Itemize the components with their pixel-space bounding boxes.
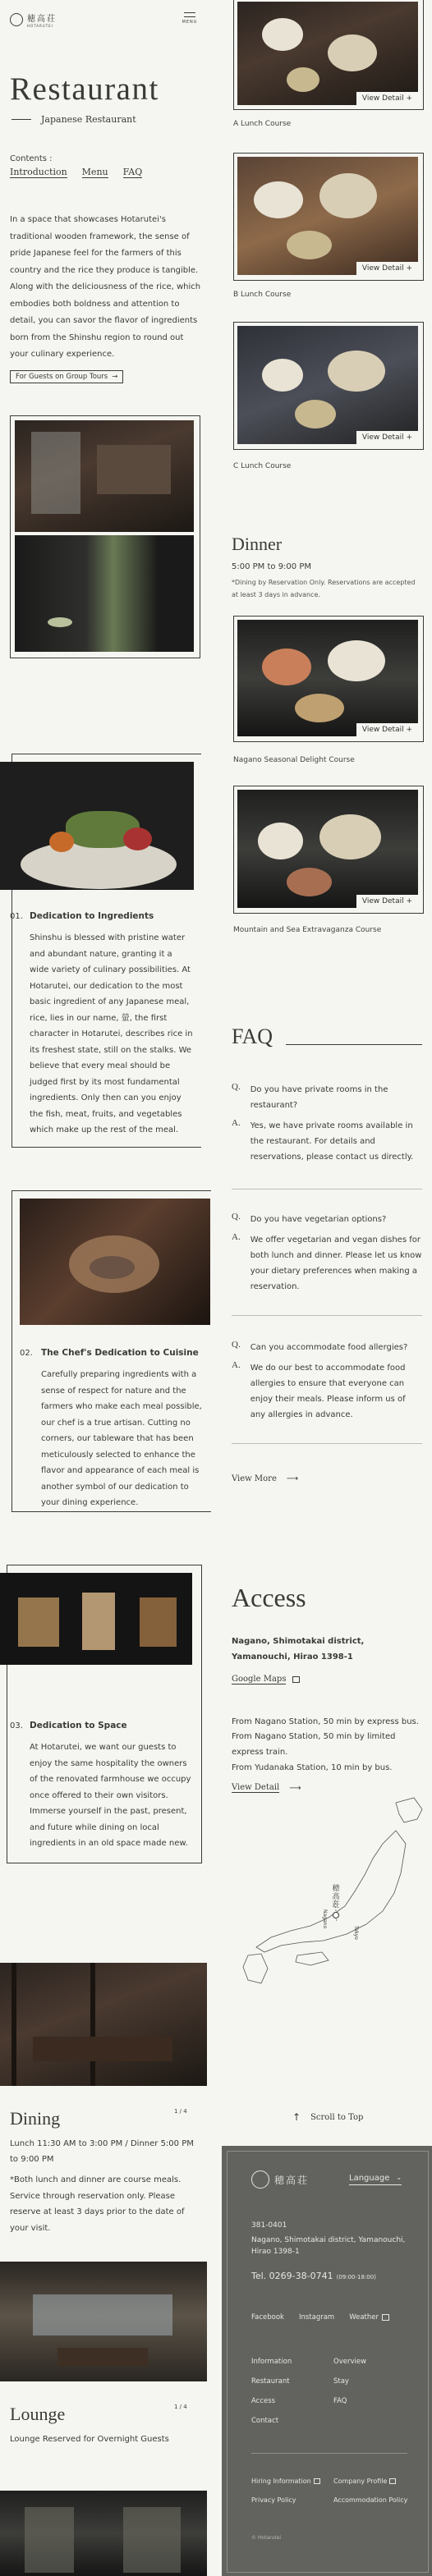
- access-direction-1: From Nagano Station, 50 min by express bus.: [232, 1717, 419, 1726]
- dinner-1-caption: Nagano Seasonal Delight Course: [233, 756, 355, 764]
- faq-item-1[interactable]: [232, 1082, 422, 1165]
- vegetables-photo: [0, 762, 194, 890]
- hiring-info-label: Hiring Information: [251, 2477, 311, 2485]
- footer-nav-stay[interactable]: Stay: [333, 2377, 349, 2386]
- space-night-photo: [0, 1573, 192, 1665]
- dinner-1-photo[interactable]: [237, 620, 418, 736]
- language-label: Language: [349, 2174, 390, 2183]
- footer-copyright: © Hotarutei: [251, 2535, 282, 2541]
- dedication-2-title: The Chef's Dedication to Cuisine: [41, 1348, 199, 1358]
- dinner-2-detail-button[interactable]: View Detail +: [356, 895, 418, 908]
- faq-item-2[interactable]: [232, 1212, 422, 1295]
- dinner-note: *Dining by Reservation Only. Reservations are accepted at least 3 days in advance.: [232, 579, 416, 598]
- lunch-a-detail-button[interactable]: View Detail +: [356, 92, 418, 105]
- footer-logo-text: 穂高荘: [274, 2174, 310, 2186]
- footer-tel-hours: (09:00-18:00): [336, 2274, 376, 2280]
- chef-hands-photo: [20, 1199, 210, 1325]
- japan-map: [232, 1794, 429, 1988]
- lunch-b-detail-button[interactable]: View Detail +: [356, 262, 418, 275]
- lounge-photo-2: [0, 2491, 207, 2576]
- access-view-detail-label: View Detail: [232, 1783, 280, 1792]
- map-pin-label: 穂高荘: [332, 1885, 340, 1909]
- lunch-c-photo[interactable]: [237, 326, 418, 444]
- faq-3-q-mark: Q.: [232, 1340, 241, 1350]
- site-footer: [222, 2146, 432, 2576]
- map-hokkaido: [396, 1798, 422, 1822]
- instagram-link[interactable]: Instagram: [298, 2313, 335, 2322]
- contents-link-faq[interactable]: FAQ: [122, 167, 143, 177]
- footer-tel[interactable]: [251, 2271, 376, 2281]
- lunch-b-photo[interactable]: [237, 157, 418, 275]
- faq-2-q-mark: Q.: [232, 1212, 241, 1222]
- faq-divider-2: [232, 1315, 422, 1316]
- access-view-detail-link[interactable]: [232, 1783, 301, 1793]
- chevron-down-icon: ⌄: [396, 2174, 402, 2181]
- google-maps-link[interactable]: [232, 1675, 300, 1684]
- footer-nav-restaurant[interactable]: Restaurant: [251, 2377, 290, 2386]
- dining-title: Dining: [10, 2108, 61, 2129]
- group-tours-label: For Guests on Group Tours: [16, 373, 108, 381]
- dedication-3-text: At Hotarutei, we want our guests to enjoy the same hospitality the owners of the renovated farmhouse we occupy once offered to their own visitors. Immerse yourself in the past, present, and future while dining on local ingredients in an old space made new.: [30, 1743, 191, 1848]
- footer-tel-number: Tel. 0269-38-0741: [251, 2271, 333, 2281]
- external-link-icon: [314, 2478, 320, 2484]
- footer-nav-contact[interactable]: Contact: [251, 2417, 279, 2425]
- dinner-2-caption: Mountain and Sea Extravaganza Course: [233, 926, 382, 934]
- accommodation-policy-link[interactable]: Accommodation Policy: [333, 2496, 408, 2504]
- footer-divider: [251, 2453, 407, 2454]
- map-shikoku: [296, 1952, 329, 1965]
- footer-legal: [251, 2477, 416, 2504]
- faq-3-a-mark: A.: [232, 1360, 241, 1370]
- faq-1-answer: Yes, we have private rooms available in the restaurant. For details and reservations, please contact us directly.: [250, 1121, 414, 1162]
- lunch-c-caption: C Lunch Course: [233, 462, 292, 470]
- lunch-b-caption: B Lunch Course: [233, 291, 292, 299]
- company-profile-link[interactable]: [333, 2477, 416, 2485]
- footer-nav: [251, 2358, 416, 2425]
- faq-3-question: Can you accommodate food allergies?: [250, 1343, 408, 1352]
- access-address: Nagano, Shimotakai district, Yamanouchi, Hirao 1398-1: [232, 1637, 365, 1662]
- contents-label: Contents :: [10, 154, 53, 163]
- scroll-to-top-button[interactable]: [292, 2111, 363, 2123]
- dinner-title: Dinner: [232, 534, 283, 554]
- hiring-info-link[interactable]: [251, 2477, 333, 2485]
- weather-label: Weather: [349, 2313, 379, 2322]
- faq-2-question: Do you have vegetarian options?: [250, 1215, 387, 1224]
- garden-corridor-photo: [15, 535, 194, 652]
- footer-address: Nagano, Shimotakai district, Yamanouchi, Hirao 1398-1: [251, 2236, 406, 2256]
- access-direction-3: From Yudanaka Station, 10 min by bus.: [232, 1763, 393, 1772]
- logo-text: 穂高荘: [27, 15, 57, 24]
- dedication-2-text: Carefully preparing ingredients with a sense of respect for nature and the farmers who make each meal possible, our chef is a true artisan. Cutting no corners, our tableware that has been meticulously selected to enhance the flavor and appearance of each meal is another symbol of our dedication to your dining experience.: [41, 1370, 202, 1507]
- dedication-1-num: 01.: [10, 912, 23, 921]
- interior-dining-photo: [15, 420, 194, 532]
- privacy-policy-link[interactable]: Privacy Policy: [251, 2496, 296, 2504]
- faq-2-a-mark: A.: [232, 1232, 241, 1242]
- dining-pager[interactable]: 1 / 4: [174, 2108, 187, 2115]
- lunch-a-photo[interactable]: [237, 2, 418, 105]
- lounge-photo: [0, 2262, 207, 2381]
- hamburger-icon: [184, 12, 195, 17]
- brand-logo[interactable]: [10, 11, 57, 28]
- access-title: Access: [232, 1583, 306, 1612]
- faq-1-question: Do you have private rooms in the restaurant?: [250, 1085, 388, 1110]
- menu-label: MENU: [182, 20, 198, 25]
- arrow-up-icon: ↑: [292, 2111, 301, 2123]
- google-maps-label: Google Maps: [232, 1675, 287, 1684]
- faq-1-q-mark: Q.: [232, 1082, 241, 1092]
- dedication-1-text: Shinshu is blessed with pristine water and abundant nature, granting it a wide variety of culinary possibilities. At Hotarutei, our dedication to the most basic ingredient of any Japanese meal, rice, lies in our name, 螢, the first character in Hotarutei, describes rice in its freshest state, still on the stalks. We believe that every meal should be judged first by its most fundamental ingredients. Only then can you enjoy the fish, meat, fruits, and vegetables which make up the rest of the meal.: [30, 933, 193, 1134]
- dedication-3-num: 03.: [10, 1721, 23, 1730]
- contents-link-menu[interactable]: Menu: [81, 167, 108, 177]
- footer-nav-access[interactable]: Access: [251, 2397, 276, 2405]
- dining-note: *Both lunch and dinner are course meals. Service through reservation only. Please reserve at least 3 days prior to the date of your visit.: [10, 2175, 185, 2233]
- dining-hours: Lunch 11:30 AM to 3:00 PM / Dinner 5:00 PM to 9:00 PM: [10, 2139, 194, 2164]
- facebook-link[interactable]: Facebook: [251, 2313, 284, 2322]
- language-select[interactable]: [349, 2174, 402, 2185]
- footer-nav-overview[interactable]: Overview: [333, 2358, 367, 2366]
- dinner-1-detail-button[interactable]: View Detail +: [356, 723, 418, 736]
- faq-view-more-label: View More: [232, 1474, 277, 1483]
- group-tours-button[interactable]: [10, 370, 123, 383]
- footer-logo[interactable]: [251, 2170, 309, 2189]
- map-pin-icon: [333, 1912, 339, 1918]
- logo-sub: HOTARUTEI: [27, 24, 53, 28]
- faq-2-answer: We offer vegetarian and vegan dishes for both lunch and dinner. Please let us know your dietary preferences when making a reservation.: [250, 1235, 422, 1291]
- weather-link[interactable]: [349, 2313, 389, 2322]
- lounge-title: Lounge: [10, 2404, 66, 2424]
- menu-button[interactable]: [181, 12, 199, 25]
- dedication-2-num: 02.: [20, 1349, 33, 1358]
- footer-postal: 381-0401: [251, 2221, 287, 2230]
- company-profile-label: Company Profile: [333, 2477, 388, 2485]
- lounge-note: Lounge Reserved for Overnight Guests: [10, 2435, 169, 2444]
- map-pin-hotarutei: [331, 1885, 341, 1918]
- dinner-2-photo[interactable]: [237, 790, 418, 908]
- contents-link-introduction[interactable]: Introduction: [10, 167, 67, 177]
- map-kyushu: [243, 1954, 268, 1983]
- lounge-pager[interactable]: 1 / 4: [174, 2404, 187, 2410]
- faq-divider-3: [232, 1443, 422, 1444]
- external-link-icon: [389, 2478, 396, 2484]
- dinner-hours: 5:00 PM to 9:00 PM: [232, 562, 311, 571]
- faq-1-a-mark: A.: [232, 1118, 241, 1128]
- lunch-a-caption: A Lunch Course: [233, 120, 292, 128]
- arrow-right-icon: →: [112, 373, 118, 381]
- footer-nav-faq[interactable]: FAQ: [333, 2397, 347, 2405]
- logo-mark-icon: [10, 13, 23, 26]
- arrow-right-icon: ⟶: [289, 1783, 301, 1793]
- faq-title: FAQ: [232, 1024, 273, 1048]
- map-label-nagano: Nagano: [322, 1909, 328, 1929]
- footer-social: [251, 2313, 389, 2322]
- map-label-tokyo: Tokyo: [353, 1926, 359, 1940]
- footer-logo-mark-icon: [251, 2170, 269, 2189]
- faq-item-3[interactable]: [232, 1340, 422, 1423]
- dedication-1-title: Dedication to Ingredients: [30, 911, 154, 921]
- arrow-right-icon: ⟶: [286, 1474, 299, 1483]
- page-title: Restaurant: [10, 71, 159, 107]
- lunch-c-detail-button[interactable]: View Detail +: [356, 431, 418, 444]
- faq-3-answer: We do our best to accommodate food allergies to ensure that everyone can enjoy their meals. Please inform us of any allergies in advance.: [250, 1364, 406, 1419]
- faq-view-more-link[interactable]: [232, 1474, 298, 1483]
- external-link-icon: [292, 1676, 300, 1683]
- dining-room-photo: [0, 1963, 207, 2086]
- dedication-3-title: Dedication to Space: [30, 1721, 127, 1730]
- access-direction-2: From Nagano Station, 50 min by limited express train.: [232, 1732, 396, 1757]
- page-subtitle: Japanese Restaurant: [41, 114, 136, 125]
- subtitle-dash-icon: [11, 119, 31, 120]
- external-link-icon: [382, 2314, 389, 2321]
- footer-nav-information[interactable]: Information: [251, 2358, 292, 2366]
- scroll-to-top-label: Scroll to Top: [310, 2112, 364, 2122]
- intro-text: In a space that showcases Hotarutei's traditional wooden framework, the sense of pride Japanese feel for the farmers of this country and the rice they produce is tangible. Along with the deliciousness of the rice, which embodies both boldness and attention to detail, you can savor the flavor of ingredients born from the Shinshu region to round out your culinary experience.: [10, 215, 201, 359]
- faq-title-rule: [286, 1044, 422, 1045]
- contents-nav: [10, 167, 142, 178]
